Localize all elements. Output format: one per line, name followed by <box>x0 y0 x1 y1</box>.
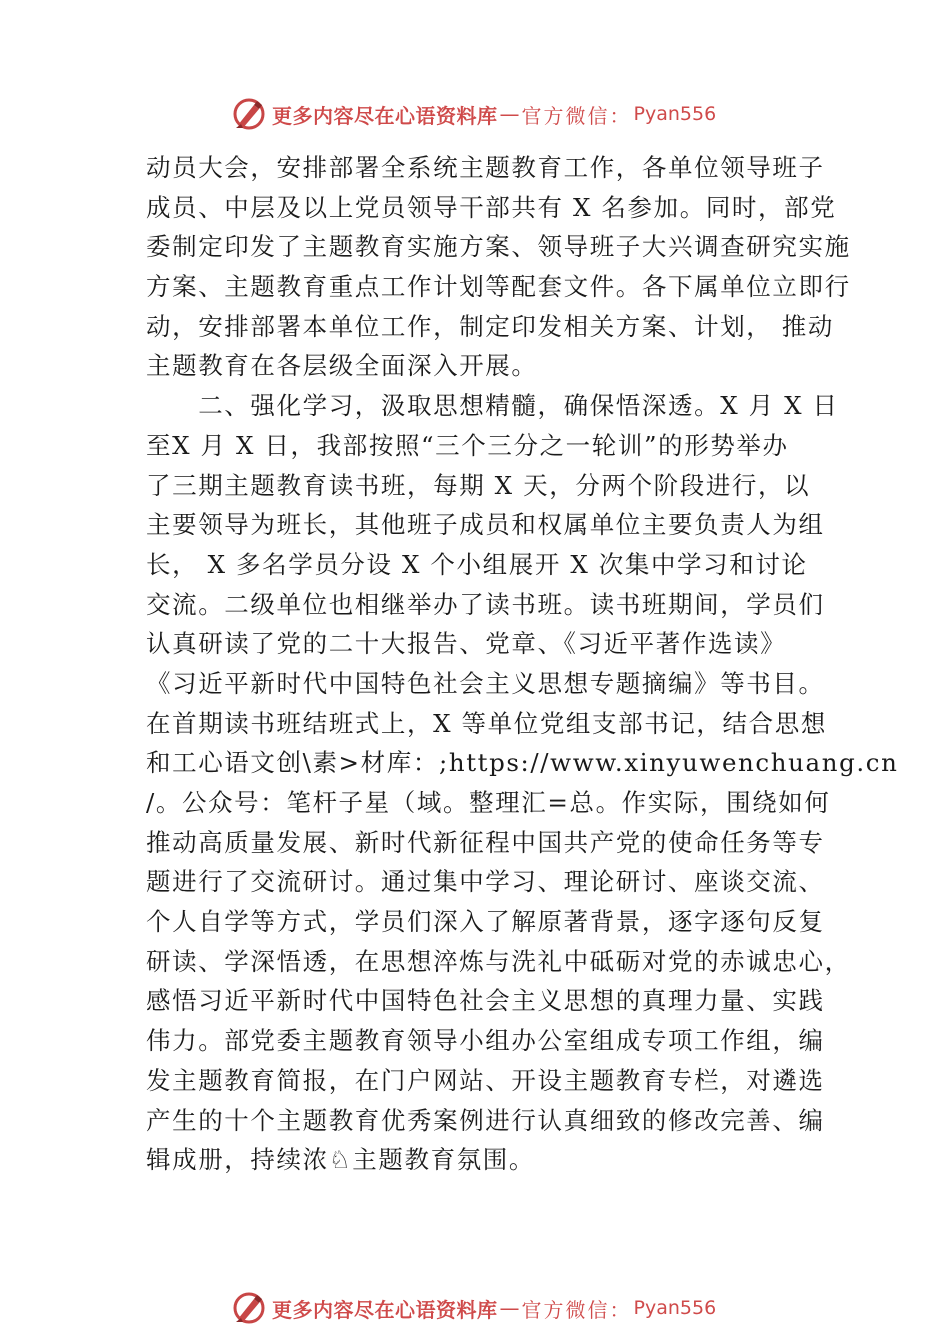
banner-dash: — <box>499 1296 520 1320</box>
banner-wechat-label: 官方微信： <box>521 1297 632 1322</box>
body-line: 主要领导为班长，其他班子成员和权属单位主要负责人为组 <box>146 510 825 540</box>
pen-seal-logo-icon <box>232 97 266 131</box>
body-line: /。公众号：笔杆子星（域。整理汇=总。作实际，围绕如何 <box>146 788 831 817</box>
body-line: 方案、主题教育重点工作计划等配套文件。各下属单位立即行 <box>146 272 851 302</box>
banner-main-text: 更多内容尽在心语资料库 <box>272 103 498 128</box>
document-body <box>146 148 899 1180</box>
body-line: 和工心语文创\素>材库：;https://www.xinyuwenchuang.cn <box>146 748 899 778</box>
banner-wechat-id: Pyan556 <box>633 1297 717 1319</box>
body-line: 伟力。部党委主题教育领导小组办公室组成专项工作组，编 <box>146 1026 825 1056</box>
body-line: 长， X 多名学员分设 X 个小组展开 X 次集中学习和讨论 <box>146 549 808 579</box>
body-line: 发主题教育简报，在门户网站、开设主题教育专栏，对遴选 <box>146 1065 825 1095</box>
body-line: 交流。二级单位也相继举办了读书班。读书班期间，学员们 <box>146 589 825 619</box>
body-line: 辑成册，持续浓♘主题教育氛围。 <box>146 1145 535 1175</box>
body-line: 《习近平新时代中国特色社会主义思想专题摘编》等书目。 <box>146 668 825 698</box>
body-line: 主题教育在各层级全面深入开展。 <box>146 351 538 381</box>
banner-wechat-label: 官方微信： <box>521 103 632 128</box>
banner-wechat-id: Pyan556 <box>633 103 717 125</box>
body-line: 动，安排部署本单位工作，制定印发相关方案、计划， 推动 <box>146 311 834 341</box>
body-line: 至X 月 X 日，我部按照“三个三分之一轮训”的形势举办 <box>146 430 789 460</box>
body-line: 产生的十个主题教育优秀案例进行认真细致的修改完善、编 <box>146 1105 825 1135</box>
body-line: 二、强化学习，汲取思想精髓，确保悟深透。X 月 X 日 <box>146 391 839 421</box>
body-line: 认真研读了党的二十大报告、党章、《习近平著作选读》 <box>146 629 787 659</box>
body-line: 委制定印发了主题教育实施方案、领导班子大兴调查研究实施 <box>146 232 851 262</box>
body-line: 题进行了交流研讨。通过集中学习、理论研讨、座谈交流、 <box>146 867 825 897</box>
pen-seal-logo-icon <box>232 1291 266 1325</box>
footer-banner <box>232 1291 716 1325</box>
body-line: 成员、中层及以上党员领导干部共有 X 名参加。同时，部党 <box>146 192 837 222</box>
body-line: 推动高质量发展、新时代新征程中国共产党的使命任务等专 <box>146 827 825 857</box>
banner-main-text: 更多内容尽在心语资料库 <box>272 1297 498 1322</box>
body-line: 动员大会，安排部署全系统主题教育工作，各单位领导班子 <box>146 153 825 182</box>
header-banner <box>232 97 716 131</box>
body-line: 了三期主题教育读书班，每期 X 天，分两个阶段进行，以 <box>146 470 811 500</box>
body-line: 在首期读书班结班式上，X 等单位党组支部书记，结合思想 <box>146 708 827 738</box>
banner-dash: — <box>499 102 520 126</box>
body-line: 感悟习近平新时代中国特色社会主义思想的真理力量、实践 <box>146 986 825 1016</box>
body-line: 研读、学深悟透，在思想淬炼与洗礼中砥砺对党的赤诚忠心， <box>146 946 851 976</box>
body-line: 个人自学等方式，学员们深入了解原著背景，逐字逐句反复 <box>146 907 825 937</box>
